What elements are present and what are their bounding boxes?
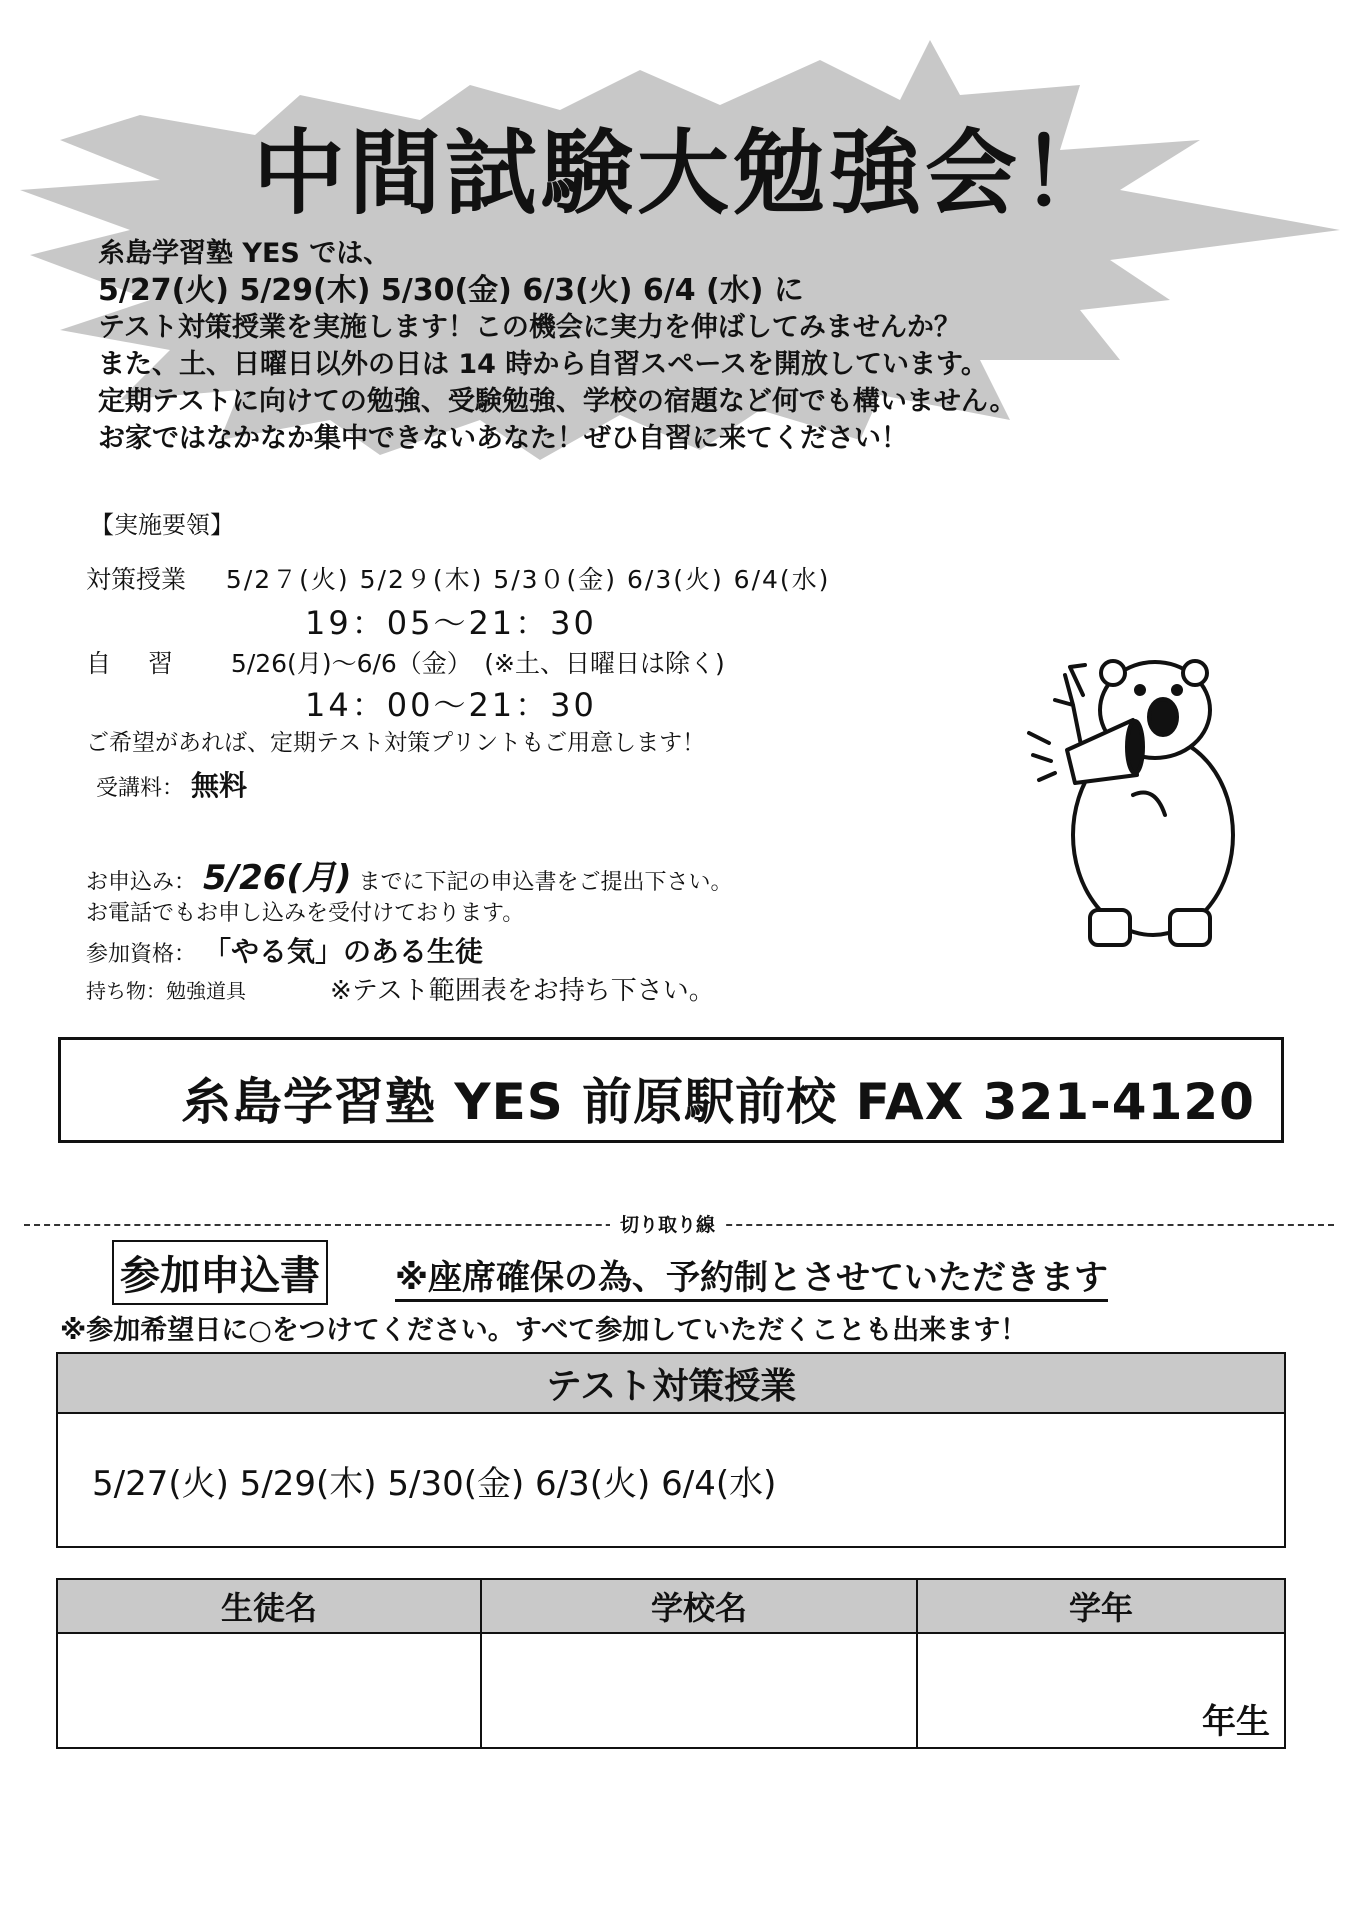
student-info-table xyxy=(56,1578,1286,1749)
apply-rest: までに下記の申込書をご提出下さい。 xyxy=(358,870,733,895)
grade-header: 学年 xyxy=(917,1579,1285,1633)
intro-line: また、土、日曜日以外の日は 14 時から自習スペースを開放しています。 xyxy=(98,349,988,380)
study-row xyxy=(86,644,725,680)
class-label: 対策授業 xyxy=(86,565,187,594)
school-name-header: 学校名 xyxy=(481,1579,917,1633)
intro-line: テスト対策授業を実施します！この機会に実力を伸ばしてみませんか？ xyxy=(98,312,961,343)
qual-row xyxy=(86,930,483,970)
qual-label: 参加資格： xyxy=(86,942,197,967)
class-dates-table xyxy=(56,1352,1286,1548)
class-row xyxy=(86,560,830,596)
form-instruction: ※参加希望日に○をつけてください。すべて参加していただくことも出来ます！ xyxy=(60,1315,1028,1346)
bring-note: ※テスト範囲表をお持ち下さい。 xyxy=(330,976,715,1006)
form-title: 参加申込書 xyxy=(112,1240,328,1305)
study-dates: 5/26(月)～6/6（金） (※土、日曜日は除く) xyxy=(230,649,725,678)
intro-line: 糸島学習塾 YES では、 xyxy=(98,238,391,269)
apply-date: 5/26(月) xyxy=(203,858,352,898)
cut-line-label: 切り取り線 xyxy=(610,1210,725,1237)
intro-text xyxy=(98,235,1017,457)
grade-field[interactable] xyxy=(917,1633,1285,1748)
intro-line: 5/27(火) 5/29(木) 5/30(金) 6/3(火) 6/4 (水) に xyxy=(98,273,804,308)
phone-note: お電話でもお申し込みを受付けております。 xyxy=(86,901,525,926)
grade-suffix: 年生 xyxy=(1202,1702,1270,1742)
apply-row xyxy=(86,850,733,899)
intro-line: お家ではなかなか集中できないあなた！ぜひ自習に来てください！ xyxy=(98,423,908,454)
student-name-header: 生徒名 xyxy=(57,1579,481,1633)
fax-box xyxy=(58,1037,1284,1143)
intro-line: 定期テストに向けての勉強、受験勉強、学校の宿題など何でも構いません。 xyxy=(98,386,1017,417)
class-dates-cell[interactable]: 5/27(火) 5/29(木) 5/30(金) 6/3(火) 6/4(水) xyxy=(57,1413,1285,1547)
study-label: 自 習 xyxy=(86,649,180,678)
section-label: 【実施要領】 xyxy=(90,511,234,539)
print-note: ご希望があれば、定期テスト対策プリントもご用意します！ xyxy=(86,730,706,756)
fee-label: 受講料： xyxy=(96,776,185,801)
apply-label: お申込み： xyxy=(86,870,197,895)
fee-value: 無料 xyxy=(191,769,248,802)
bring-label: 持ち物：勉強道具 xyxy=(86,979,246,1003)
school-name-field[interactable] xyxy=(481,1633,917,1748)
fee-row xyxy=(96,764,247,804)
reserve-note: ※座席確保の為、予約制とさせていただきます xyxy=(395,1250,1108,1302)
fax-text: 糸島学習塾 YES 前原駅前校 FAX 321-4120 xyxy=(181,1073,1255,1131)
class-time: 19：05～21：30 xyxy=(305,604,597,642)
page-title: 中間試験大勉強会！ xyxy=(252,120,1117,227)
qual-value: 「やる気」のある生徒 xyxy=(203,935,484,968)
class-table-header: テスト対策授業 xyxy=(57,1353,1285,1413)
student-name-field[interactable] xyxy=(57,1633,481,1748)
class-dates: 5/2７(火) 5/2９(木) 5/3０(金) 6/3(火) 6/4(水) xyxy=(225,565,831,594)
study-time: 14：00～21：30 xyxy=(305,686,597,724)
bear-megaphone-illustration xyxy=(1025,655,1250,955)
